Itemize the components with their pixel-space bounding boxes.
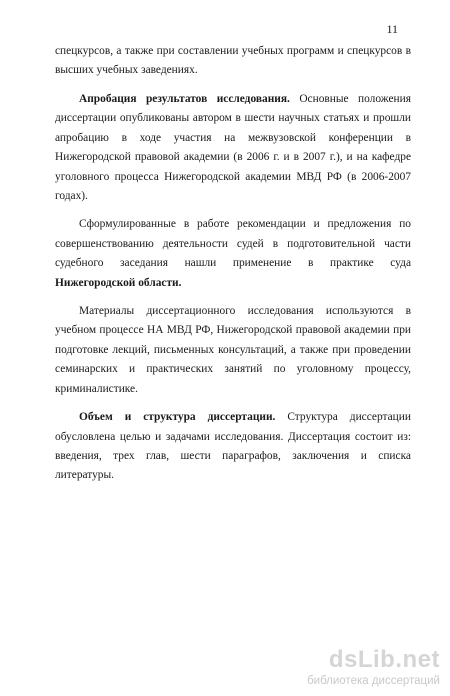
- paragraph-structure: [55, 408, 411, 486]
- watermark-subtitle: библиотека диссертаций: [307, 675, 440, 687]
- paragraph-1: спецкурсов, а также при составлении учебных программ и спецкурсов в высших учебных заведениях.: [55, 45, 411, 77]
- paragraph-approbation: [55, 90, 411, 206]
- document-body-2: [55, 90, 411, 495]
- recommendations-bold: Нижегородской области.: [55, 276, 182, 289]
- document-body: [55, 42, 411, 90]
- page-number: 11: [386, 22, 398, 36]
- watermark-logo: dsLib.net: [328, 646, 440, 673]
- watermark: [307, 648, 440, 688]
- paragraph-materials: Материалы диссертационного исследования используются в учебном процессе НА МВД РФ, Нижегородской правовой академии при подготовке лекций, письменных консультаций, а также при проведении семинарских и практических занятий по уголовному процессу, криминалистике.: [55, 305, 411, 395]
- structure-heading: Объем и структура диссертации.: [79, 411, 276, 424]
- paragraph-recommendations: [55, 215, 411, 293]
- approbation-heading: Апробация результатов исследования.: [79, 93, 290, 105]
- structure-text: Структура диссертации обусловлена целью и задачами исследования. Диссертация состоит из: введения, трех глав, шести параграфов, заключения и списка литературы.: [55, 411, 411, 482]
- approbation-text: Основные положения диссертации опубликованы автором в шести научных статьях и прошли апробацию в ходе участия на межвузовской конференции в Нижегородской правовой академии (в 2006 г. и в 2007 г.), и на кафедре уголовного процесса Нижегородской академии МВД РФ (в 2006-2007 годах).: [55, 93, 411, 203]
- recommendations-text: Сформулированные в работе рекомендации и предложения по совершенствованию деятельности судей в подготовительной части судебного заседания нашли применение в практике суда: [55, 218, 411, 270]
